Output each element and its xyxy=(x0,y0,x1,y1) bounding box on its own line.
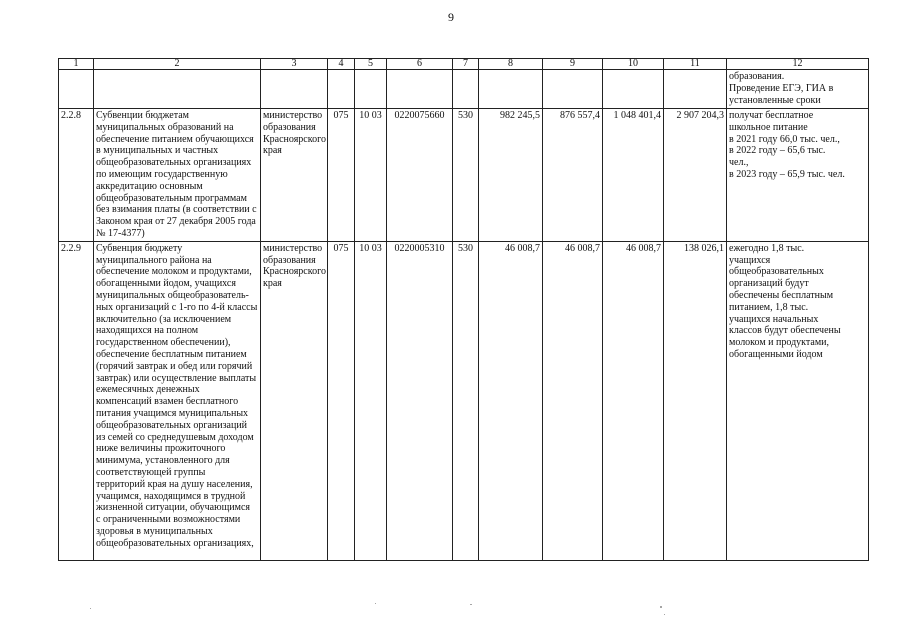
table-row-2-2-8 xyxy=(59,109,869,242)
measure-description xyxy=(94,109,261,242)
description-line: Субвенция бюджету xyxy=(96,242,183,254)
result-line: в 2023 году – 65,9 тыс. чел. xyxy=(729,168,845,180)
target-article xyxy=(387,70,453,109)
description-line: муниципального района на xyxy=(96,254,212,266)
description-line: № 17-4377) xyxy=(96,227,145,239)
column-number: 1 xyxy=(59,59,94,70)
result-line: молоком и продуктами, xyxy=(729,337,830,349)
description-line: соответствующей группы xyxy=(96,466,206,478)
description-line: ниже величины прожиточного xyxy=(96,443,226,455)
description-line: муниципальных образований на xyxy=(96,121,234,133)
scan-speck xyxy=(470,604,472,605)
measure-description xyxy=(94,70,261,109)
description-line: ежемесячных денежных xyxy=(96,384,200,396)
result-line: обеспечены бесплатным xyxy=(729,289,834,301)
expense-type: 530 xyxy=(453,109,479,242)
column-number: 10 xyxy=(603,59,664,70)
amount-total: 138 026,1 xyxy=(664,241,727,560)
agency-line: края xyxy=(263,145,282,157)
description-line: учащимся, находящимся в трудной xyxy=(96,490,246,502)
description-line: Субвенции бюджетам xyxy=(96,110,189,121)
scan-speck xyxy=(375,603,376,604)
target-article: 0220005310 xyxy=(387,241,453,560)
description-line: без взимания платы (в соответствии с xyxy=(96,204,257,216)
section-code: 10 03 xyxy=(355,109,387,242)
column-number: 5 xyxy=(355,59,387,70)
amount-2021 xyxy=(479,70,543,109)
result-line: школьное питание xyxy=(729,121,808,133)
column-number: 7 xyxy=(453,59,479,70)
expense-type xyxy=(453,70,479,109)
result-line: ежегодно 1,8 тыс. xyxy=(729,242,805,254)
row-number xyxy=(59,70,94,109)
target-article: 0220075660 xyxy=(387,109,453,242)
description-line: здоровья в муниципальных xyxy=(96,525,213,537)
description-line: (горячий завтрак и обед или горячий xyxy=(96,360,253,372)
amount-2022: 46 008,7 xyxy=(543,241,603,560)
amount-2021: 982 245,5 xyxy=(479,109,543,242)
description-line: обеспечение молоком и продуктами, xyxy=(96,266,252,278)
measure-description xyxy=(94,241,261,560)
result-line: в 2021 году 66,0 тыс. чел., xyxy=(729,133,840,145)
amount-2023: 1 048 401,4 xyxy=(603,109,664,242)
description-line: питания учащимся муниципальных xyxy=(96,407,249,419)
page-number: 9 xyxy=(448,10,454,24)
expense-type: 530 xyxy=(453,241,479,560)
row-number: 2.2.8 xyxy=(59,109,94,242)
description-line: муниципальных общеобразователь- xyxy=(96,289,249,301)
description-line: жизненной ситуации, обучающимся xyxy=(96,502,251,514)
description-line: в муниципальных и частных xyxy=(96,145,219,157)
description-line: завтрак) или осуществление выплаты xyxy=(96,372,257,384)
description-line: компенсаций взамен бесплатного xyxy=(96,396,239,408)
amount-2022 xyxy=(543,70,603,109)
description-line: с ограниченными возможностями xyxy=(96,514,241,526)
description-line: территорий края на душу населения, xyxy=(96,478,253,490)
column-number: 4 xyxy=(328,59,355,70)
agency-line: образования xyxy=(263,121,316,133)
amount-2023 xyxy=(603,70,664,109)
budget-code xyxy=(328,70,355,109)
description-line: минимума, установленного для xyxy=(96,455,230,467)
column-number: 3 xyxy=(261,59,328,70)
description-line: Законом края от 27 декабря 2005 года xyxy=(96,216,256,228)
result-line: обогащенными йодом xyxy=(729,348,823,360)
budget-code: 075 xyxy=(328,241,355,560)
result-line: классов будут обеспечены xyxy=(729,325,841,337)
amount-2023: 46 008,7 xyxy=(603,241,664,560)
responsible-agency xyxy=(261,109,328,242)
agency-line: образования xyxy=(263,254,316,266)
agency-line: Красноярского xyxy=(263,266,326,278)
description-line: общеобразовательных организациях, xyxy=(96,537,254,549)
result-line: установленные сроки xyxy=(729,94,821,106)
table-row-continuation xyxy=(59,70,869,109)
row-number: 2.2.9 xyxy=(59,241,94,560)
result-line: учащихся начальных xyxy=(729,313,819,325)
agency-line: министерство xyxy=(263,110,323,121)
result-line: учащихся xyxy=(729,254,771,266)
section-code: 10 03 xyxy=(355,241,387,560)
description-line: обеспечение питанием обучающихся xyxy=(96,133,254,145)
column-number: 6 xyxy=(387,59,453,70)
result-line: чел., xyxy=(729,157,749,169)
result-line: в 2022 году – 65,6 тыс. xyxy=(729,145,826,157)
result-line: образования. xyxy=(729,71,785,82)
description-line: общеобразовательных организациях xyxy=(96,157,252,169)
responsible-agency xyxy=(261,70,328,109)
description-line: государственном обеспечении), xyxy=(96,337,231,349)
description-line: ных организаций с 1-го по 4-й классы xyxy=(96,301,258,313)
result-line: общеобразовательных xyxy=(729,266,824,278)
description-line: обогащенными йодом, учащихся xyxy=(96,278,236,290)
description-line: находящихся на полном xyxy=(96,325,199,337)
agency-line: министерство xyxy=(263,242,323,254)
agency-line: Красноярского xyxy=(263,133,326,145)
amount-2022: 876 557,4 xyxy=(543,109,603,242)
column-number: 11 xyxy=(664,59,727,70)
responsible-agency xyxy=(261,241,328,560)
agency-line: края xyxy=(263,278,282,290)
column-number: 8 xyxy=(479,59,543,70)
description-line: общеобразовательным программам xyxy=(96,192,247,204)
scan-speck xyxy=(90,608,91,609)
budget-code: 075 xyxy=(328,109,355,242)
table-row-2-2-9 xyxy=(59,241,869,560)
description-line: обеспечение бесплатным питанием xyxy=(96,348,247,360)
column-number: 12 xyxy=(727,59,869,70)
result-line: получат бесплатное xyxy=(729,110,814,121)
result-line: организаций будут xyxy=(729,278,809,290)
expected-result xyxy=(727,70,869,109)
result-line: Проведение ЕГЭ, ГИА в xyxy=(729,82,834,94)
amount-total: 2 907 204,3 xyxy=(664,109,727,242)
amount-2021: 46 008,7 xyxy=(479,241,543,560)
expected-result xyxy=(727,241,869,560)
column-number: 2 xyxy=(94,59,261,70)
amount-total xyxy=(664,70,727,109)
column-number-row xyxy=(59,59,869,70)
description-line: общеобразовательных организаций xyxy=(96,419,248,431)
description-line: по имеющим государственную xyxy=(96,168,228,180)
result-line: питанием, 1,8 тыс. xyxy=(729,301,809,313)
scan-speck xyxy=(660,606,662,608)
description-line: из семей со среднедушевым доходом xyxy=(96,431,254,443)
column-number: 9 xyxy=(543,59,603,70)
budget-table xyxy=(58,58,869,561)
expected-result xyxy=(727,109,869,242)
description-line: аккредитацию основным xyxy=(96,180,203,192)
section-code xyxy=(355,70,387,109)
scan-speck xyxy=(664,614,665,615)
description-line: включительно (за исключением xyxy=(96,313,232,325)
